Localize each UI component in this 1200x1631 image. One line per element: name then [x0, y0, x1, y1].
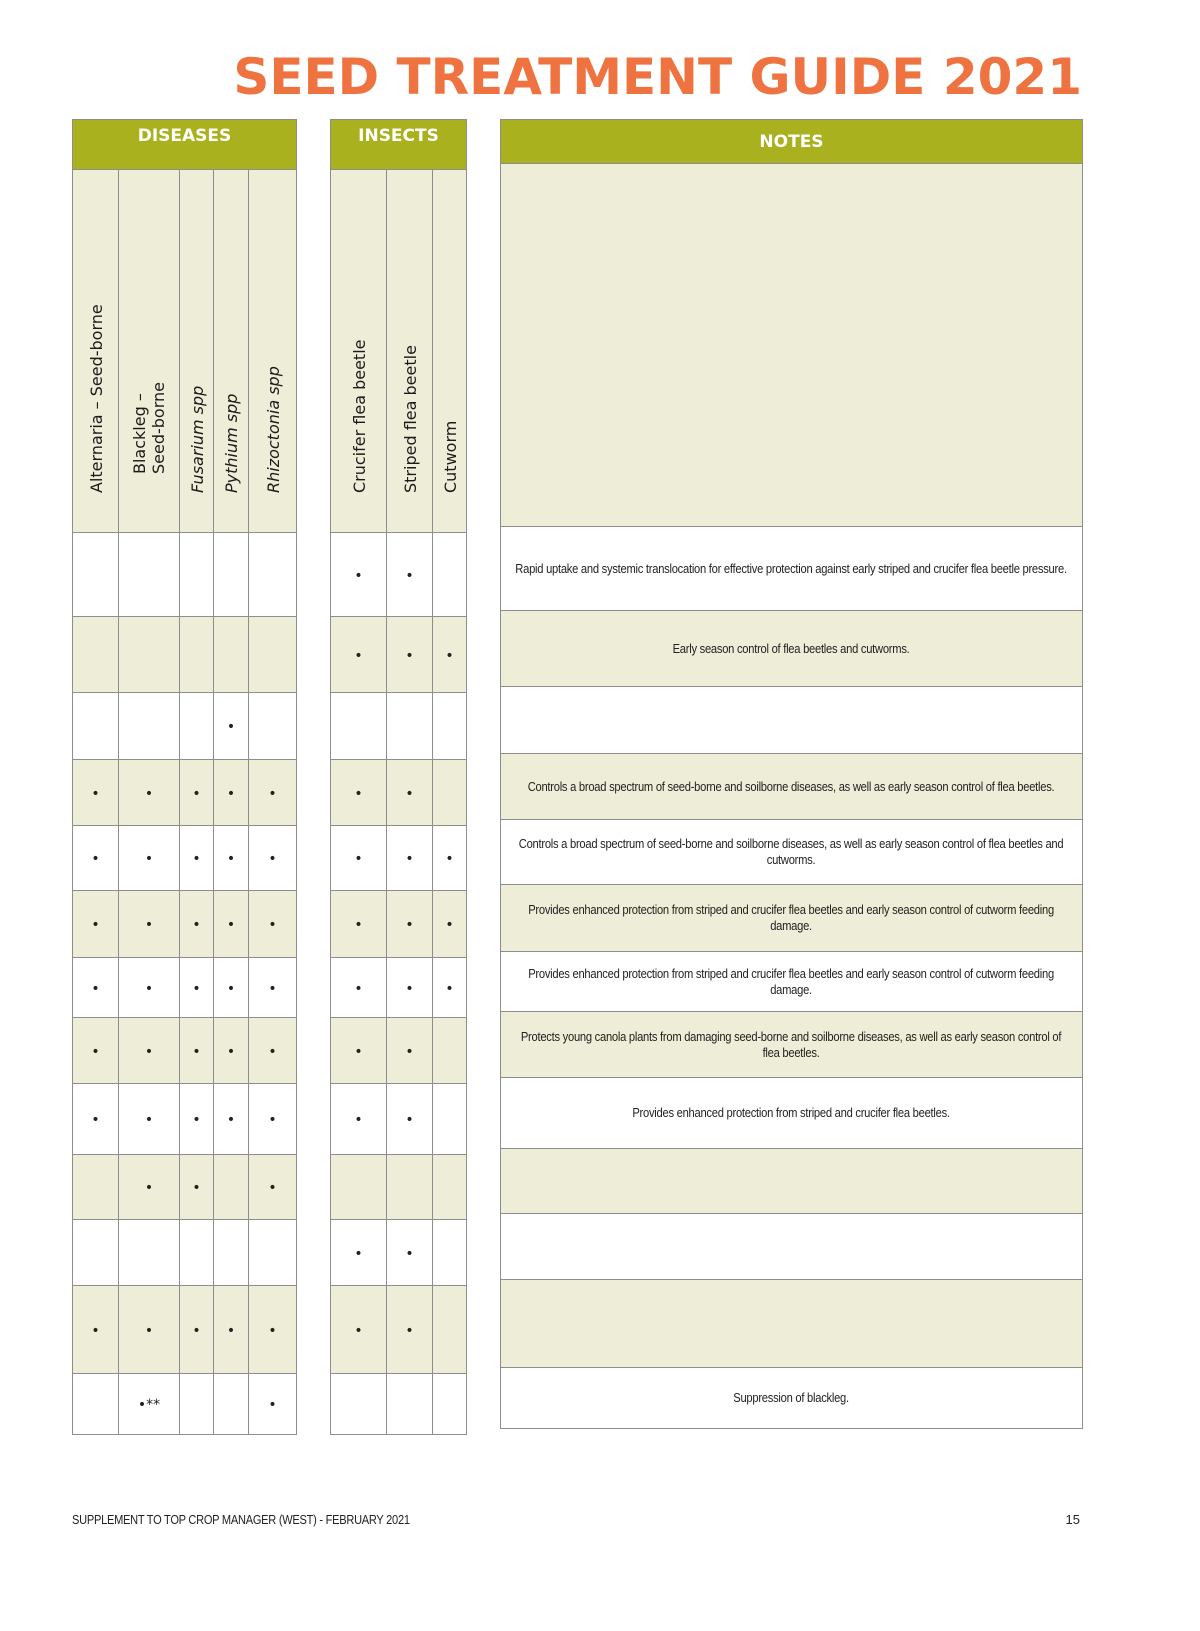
- blackleg-cell: [119, 891, 180, 958]
- mark: •: [405, 567, 414, 584]
- mark: •: [268, 1180, 277, 1196]
- blackleg-cell: [119, 826, 180, 891]
- column-header-blackleg-label: Blackleg – Seed-borne: [130, 382, 168, 474]
- mark: •: [405, 851, 414, 867]
- table-row: [331, 1084, 467, 1155]
- cutworm-cell: [433, 533, 467, 617]
- cutworm-cell: [433, 1374, 467, 1435]
- cutworm-cell: [433, 1286, 467, 1374]
- table-row: [73, 1286, 297, 1374]
- cutworm-cell: [433, 1220, 467, 1286]
- rhizoctonia-cell: [249, 693, 297, 760]
- mark: •: [405, 647, 414, 664]
- pythium-cell: [214, 533, 249, 617]
- crucifer-flea-beetle-cell: [331, 826, 387, 891]
- column-header-crucifer-flea-beetle: Crucifer flea beetle: [331, 170, 387, 533]
- mark: •: [354, 1245, 363, 1262]
- striped-flea-beetle-cell: [387, 533, 433, 617]
- column-header-cutworm: Cutworm: [433, 170, 467, 533]
- notes-header-blank: [501, 164, 1083, 527]
- table-row: [501, 1214, 1083, 1280]
- page-title: SEED TREATMENT GUIDE 2021: [233, 48, 1082, 106]
- mark: •: [192, 917, 201, 933]
- note-cell: [501, 687, 1083, 754]
- alternaria-cell: [73, 617, 119, 693]
- note-text: Rapid uptake and systemic translocation for effective protection against early striped and crucifer flea beetle pressure.: [515, 560, 1068, 576]
- mark: •: [405, 1043, 414, 1060]
- mark: •: [226, 980, 236, 997]
- crucifer-flea-beetle-cell: [331, 1374, 387, 1435]
- mark: •: [405, 980, 414, 997]
- table-row: [331, 617, 467, 693]
- mark: •: [445, 647, 454, 664]
- note-text: Suppression of blackleg.: [733, 1390, 850, 1405]
- note-cell: [501, 820, 1083, 885]
- mark: •: [144, 1043, 154, 1060]
- table-row: [501, 1280, 1083, 1368]
- crucifer-flea-beetle-cell: [331, 693, 387, 760]
- mark: •: [91, 980, 100, 997]
- mark: •: [354, 851, 363, 867]
- rhizoctonia-cell: [249, 760, 297, 826]
- blackleg-cell: [119, 1286, 180, 1374]
- note-text: Provides enhanced protection from striped and crucifer flea beetles.: [632, 1105, 951, 1120]
- pythium-cell: [214, 958, 249, 1018]
- table-row: [331, 533, 467, 617]
- rhizoctonia-cell: [249, 1220, 297, 1286]
- mark: •: [144, 917, 154, 933]
- cutworm-cell: [433, 891, 467, 958]
- table-row: [331, 1286, 467, 1374]
- table-row: [501, 1078, 1083, 1149]
- column-header-blackleg: [119, 170, 180, 533]
- note-cell: [501, 1214, 1083, 1280]
- crucifer-flea-beetle-cell: [331, 1155, 387, 1220]
- mark: •: [354, 1043, 363, 1060]
- crucifer-flea-beetle-cell: [331, 617, 387, 693]
- striped-flea-beetle-cell: [387, 760, 433, 826]
- fusarium-cell: [180, 958, 214, 1018]
- mark: •: [226, 719, 236, 735]
- table-row: [73, 1374, 297, 1435]
- crucifer-flea-beetle-cell: [331, 1084, 387, 1155]
- blackleg-cell: [119, 693, 180, 760]
- striped-flea-beetle-cell: [387, 891, 433, 958]
- table-row: [331, 958, 467, 1018]
- mark: •: [91, 851, 100, 867]
- table-row: [331, 693, 467, 760]
- crucifer-flea-beetle-cell: [331, 958, 387, 1018]
- table-row: [501, 527, 1083, 611]
- table-row: [331, 760, 467, 826]
- table-row: [501, 952, 1083, 1012]
- alternaria-cell: [73, 891, 119, 958]
- table-row: [73, 1084, 297, 1155]
- blackleg-cell: [119, 760, 180, 826]
- mark: •: [354, 980, 363, 997]
- table-row: [73, 617, 297, 693]
- table-row: [501, 820, 1083, 885]
- cutworm-cell: [433, 1018, 467, 1084]
- note-cell: [501, 1078, 1083, 1149]
- note-text: Controls a broad spectrum of seed-borne and soilborne diseases, as well as early season control of flea beetles.: [528, 778, 1055, 794]
- table-row: [73, 693, 297, 760]
- column-header-alternaria: Alternaria – Seed-borne: [73, 170, 119, 533]
- mark: •: [144, 1322, 154, 1339]
- pythium-cell: [214, 1018, 249, 1084]
- blackleg-cell: [119, 1220, 180, 1286]
- rhizoctonia-cell: [249, 1018, 297, 1084]
- pythium-cell: [214, 1084, 249, 1155]
- table-row: [73, 891, 297, 958]
- note-text: Provides enhanced protection from striped and crucifer flea beetles and early season control of cutworm feeding damage.: [528, 902, 1055, 933]
- note-text: Provides enhanced protection from striped and crucifer flea beetles and early season control of cutworm feeding damage.: [528, 965, 1055, 997]
- table-row: [331, 1374, 467, 1435]
- fusarium-cell: [180, 1374, 214, 1435]
- cutworm-cell: [433, 617, 467, 693]
- alternaria-cell: [73, 1286, 119, 1374]
- striped-flea-beetle-cell: [387, 1286, 433, 1374]
- mark: •: [354, 917, 363, 933]
- mark: •**: [137, 1397, 161, 1413]
- blackleg-cell: [119, 1084, 180, 1155]
- mark: •: [354, 785, 363, 802]
- mark: •: [268, 917, 277, 933]
- mark: •: [226, 1043, 236, 1060]
- mark: •: [144, 1180, 154, 1196]
- fusarium-cell: [180, 693, 214, 760]
- striped-flea-beetle-cell: [387, 958, 433, 1018]
- cutworm-cell: [433, 1084, 467, 1155]
- insects-table: [330, 119, 467, 1435]
- footer-publication: SUPPLEMENT TO TOP CROP MANAGER (WEST) - FEBRUARY 2021: [72, 1512, 410, 1527]
- column-header-rhizoctonia: Rhizoctonia spp: [249, 170, 297, 533]
- table-row: [331, 1220, 467, 1286]
- crucifer-flea-beetle-cell: [331, 1286, 387, 1374]
- rhizoctonia-cell: [249, 617, 297, 693]
- crucifer-flea-beetle-cell: [331, 533, 387, 617]
- mark: •: [91, 1112, 100, 1128]
- cutworm-cell: [433, 693, 467, 760]
- alternaria-cell: [73, 1155, 119, 1220]
- fusarium-cell: [180, 617, 214, 693]
- mark: •: [354, 1112, 363, 1128]
- table-row: [331, 1155, 467, 1220]
- blackleg-cell: [119, 533, 180, 617]
- table-row: [73, 1220, 297, 1286]
- mark: •: [144, 980, 154, 997]
- pythium-cell: [214, 617, 249, 693]
- table-row: [501, 611, 1083, 687]
- mark: •: [405, 917, 414, 933]
- pythium-cell: [214, 1374, 249, 1435]
- table-row: [501, 1012, 1083, 1078]
- striped-flea-beetle-cell: [387, 1084, 433, 1155]
- note-cell: [501, 1012, 1083, 1078]
- table-row: [331, 891, 467, 958]
- pythium-cell: [214, 760, 249, 826]
- notes-table: [500, 119, 1083, 1429]
- fusarium-cell: [180, 1220, 214, 1286]
- cutworm-cell: [433, 958, 467, 1018]
- mark: •: [192, 1043, 201, 1060]
- pythium-cell: [214, 693, 249, 760]
- mark: •: [354, 567, 363, 584]
- mark: •: [144, 851, 154, 867]
- mark: •: [405, 1245, 414, 1262]
- alternaria-cell: [73, 533, 119, 617]
- mark: •: [144, 785, 154, 802]
- mark: •: [405, 785, 414, 802]
- note-text: Controls a broad spectrum of seed-borne and soilborne diseases, as well as early season control of flea beetles and cutworms.: [519, 836, 1064, 867]
- mark: •: [268, 1397, 277, 1413]
- rhizoctonia-cell: [249, 1286, 297, 1374]
- pythium-cell: [214, 891, 249, 958]
- table-row: [73, 826, 297, 891]
- table-row: [501, 1368, 1083, 1429]
- alternaria-cell: [73, 958, 119, 1018]
- fusarium-cell: [180, 1084, 214, 1155]
- alternaria-cell: [73, 693, 119, 760]
- mark: •: [226, 917, 236, 933]
- mark: •: [268, 1043, 277, 1060]
- mark: •: [268, 851, 277, 867]
- rhizoctonia-cell: [249, 533, 297, 617]
- table-row: [73, 533, 297, 617]
- column-header-pythium: Pythium spp: [214, 170, 249, 533]
- rhizoctonia-cell: [249, 1374, 297, 1435]
- mark: •: [192, 1180, 201, 1196]
- table-row: [73, 1018, 297, 1084]
- striped-flea-beetle-cell: [387, 1155, 433, 1220]
- cutworm-cell: [433, 1155, 467, 1220]
- notes-header: NOTES: [501, 120, 1083, 164]
- note-cell: [501, 611, 1083, 687]
- rhizoctonia-cell: [249, 826, 297, 891]
- mark: •: [445, 851, 454, 867]
- rhizoctonia-cell: [249, 1155, 297, 1220]
- note-cell: [501, 885, 1083, 952]
- table-row: [73, 1155, 297, 1220]
- cutworm-cell: [433, 760, 467, 826]
- note-cell: [501, 1368, 1083, 1429]
- mark: •: [445, 917, 454, 933]
- striped-flea-beetle-cell: [387, 1220, 433, 1286]
- blackleg-cell: [119, 1155, 180, 1220]
- diseases-header: DISEASES: [73, 120, 297, 170]
- fusarium-cell: [180, 533, 214, 617]
- note-cell: [501, 754, 1083, 820]
- alternaria-cell: [73, 1220, 119, 1286]
- striped-flea-beetle-cell: [387, 617, 433, 693]
- rhizoctonia-cell: [249, 1084, 297, 1155]
- note-cell: [501, 1280, 1083, 1368]
- mark: •: [354, 647, 363, 664]
- table-row: [331, 1018, 467, 1084]
- fusarium-cell: [180, 826, 214, 891]
- note-cell: [501, 527, 1083, 611]
- mark: •: [192, 851, 201, 867]
- note-text: Protects young canola plants from damaging seed-borne and soilborne diseases, as well as early season control of flea beetles.: [521, 1028, 1062, 1060]
- fusarium-cell: [180, 1155, 214, 1220]
- striped-flea-beetle-cell: [387, 1374, 433, 1435]
- column-header-striped-flea-beetle: Striped flea beetle: [387, 170, 433, 533]
- blackleg-cell: [119, 1374, 180, 1435]
- table-row: [73, 760, 297, 826]
- alternaria-cell: [73, 760, 119, 826]
- mark: •: [192, 785, 201, 802]
- mark: •: [91, 785, 100, 802]
- mark: •: [144, 1112, 154, 1128]
- column-header-fusarium: Fusarium spp: [180, 170, 214, 533]
- alternaria-cell: [73, 826, 119, 891]
- cutworm-cell: [433, 826, 467, 891]
- table-row: [501, 1149, 1083, 1214]
- fusarium-cell: [180, 1018, 214, 1084]
- mark: •: [405, 1112, 414, 1128]
- mark: •: [226, 851, 236, 867]
- mark: •: [226, 785, 236, 802]
- rhizoctonia-cell: [249, 958, 297, 1018]
- fusarium-cell: [180, 891, 214, 958]
- mark: •: [192, 980, 201, 997]
- footer-page-number: 15: [1065, 1512, 1080, 1527]
- mark: •: [268, 980, 277, 997]
- table-row: [73, 958, 297, 1018]
- pythium-cell: [214, 1286, 249, 1374]
- table-row: [501, 754, 1083, 820]
- mark: •: [226, 1322, 236, 1339]
- mark: •: [91, 1322, 100, 1339]
- crucifer-flea-beetle-cell: [331, 760, 387, 826]
- pythium-cell: [214, 826, 249, 891]
- crucifer-flea-beetle-cell: [331, 891, 387, 958]
- mark: •: [268, 1112, 277, 1128]
- mark: •: [226, 1112, 236, 1128]
- mark: •: [91, 917, 100, 933]
- mark: •: [91, 1043, 100, 1060]
- crucifer-flea-beetle-cell: [331, 1220, 387, 1286]
- mark: •: [268, 1322, 277, 1339]
- crucifer-flea-beetle-cell: [331, 1018, 387, 1084]
- pythium-cell: [214, 1220, 249, 1286]
- striped-flea-beetle-cell: [387, 826, 433, 891]
- mark: •: [445, 980, 454, 997]
- mark: •: [354, 1322, 363, 1339]
- mark: •: [268, 785, 277, 802]
- striped-flea-beetle-cell: [387, 1018, 433, 1084]
- fusarium-cell: [180, 760, 214, 826]
- table-row: [501, 687, 1083, 754]
- mark: •: [192, 1322, 201, 1339]
- table-row: [501, 885, 1083, 952]
- alternaria-cell: [73, 1084, 119, 1155]
- rhizoctonia-cell: [249, 891, 297, 958]
- pythium-cell: [214, 1155, 249, 1220]
- alternaria-cell: [73, 1018, 119, 1084]
- note-cell: [501, 1149, 1083, 1214]
- note-cell: [501, 952, 1083, 1012]
- fusarium-cell: [180, 1286, 214, 1374]
- diseases-table: [72, 119, 297, 1435]
- blackleg-cell: [119, 958, 180, 1018]
- blackleg-cell: [119, 1018, 180, 1084]
- alternaria-cell: [73, 1374, 119, 1435]
- blackleg-cell: [119, 617, 180, 693]
- insects-header: INSECTS: [331, 120, 467, 170]
- note-text: Early season control of flea beetles and cutworms.: [673, 640, 910, 656]
- table-row: [331, 826, 467, 891]
- mark: •: [405, 1322, 414, 1339]
- mark: •: [192, 1112, 201, 1128]
- striped-flea-beetle-cell: [387, 693, 433, 760]
